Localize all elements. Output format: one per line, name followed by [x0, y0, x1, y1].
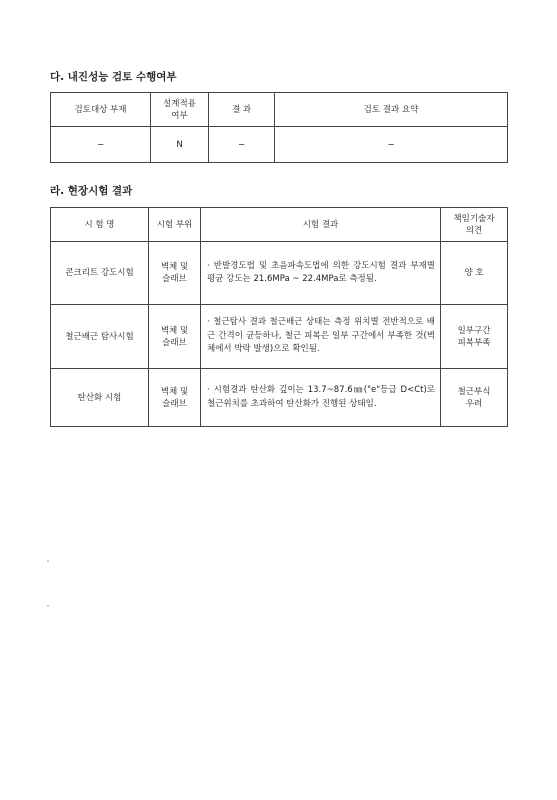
cell-target-member: −	[51, 127, 151, 163]
header-test-result: 시험 결과	[201, 208, 441, 242]
field-test-header-row	[51, 208, 508, 242]
header-test-name: 시 험 명	[51, 208, 149, 242]
cell-engineer-opinion: 일부구간 피복부족	[441, 305, 508, 369]
table-row	[51, 305, 508, 369]
cell-engineer-opinion: 양 호	[441, 242, 508, 305]
header-test-part: 시험 부위	[149, 208, 201, 242]
cell-engineer-opinion: 철근부식 우려	[441, 369, 508, 427]
cell-result: −	[209, 127, 275, 163]
margin-dot	[47, 605, 49, 607]
cell-test-part: 벽체 및 슬래브	[149, 242, 201, 305]
cell-test-name: 탄산화 시험	[51, 369, 149, 427]
field-test-table	[50, 207, 508, 427]
margin-dot	[47, 560, 49, 562]
section-da-title: 다. 내진성능 검토 수행여부	[50, 71, 177, 83]
header-engineer-opinion: 책임기술자 의견	[441, 208, 508, 242]
table-row	[51, 242, 508, 305]
header-target-member: 검토대상 부재	[51, 93, 151, 127]
section-ra-title: 라. 현장시험 결과	[50, 185, 133, 197]
seismic-review-table	[50, 92, 508, 163]
cell-test-result: · 반발경도법 및 초음파속도법에 의한 강도시험 결과 부재별 평균 강도는 21.6MPa ~ 22.4MPa로 측정됨.	[201, 242, 441, 305]
cell-test-result: · 시험결과 탄산화 깊이는 13.7~87.6㎜("e"등급 D<Ct)로 철근위치를 초과하여 탄산화가 진행된 상태임.	[201, 369, 441, 427]
cell-test-part: 벽체 및 슬래브	[149, 305, 201, 369]
cell-test-name: 콘크리트 강도시험	[51, 242, 149, 305]
seismic-data-row	[51, 127, 508, 163]
cell-test-part: 벽체 및 슬래브	[149, 369, 201, 427]
cell-review-summary: −	[275, 127, 508, 163]
cell-test-result: · 철근탐사 결과 철근배근 상태는 측정 위치별 전반적으로 배근 간격이 균등하나, 철근 피복은 일부 구간에서 부족한 것(벽체에서 박락 발생)으로 확인됨.	[201, 305, 441, 369]
seismic-header-row	[51, 93, 508, 127]
header-result: 결 과	[209, 93, 275, 127]
cell-test-name: 철근배근 탐사시험	[51, 305, 149, 369]
header-design-applied: 설계적용 여부	[151, 93, 209, 127]
table-row	[51, 369, 508, 427]
cell-design-applied: N	[151, 127, 209, 163]
header-review-summary: 검토 결과 요약	[275, 93, 508, 127]
